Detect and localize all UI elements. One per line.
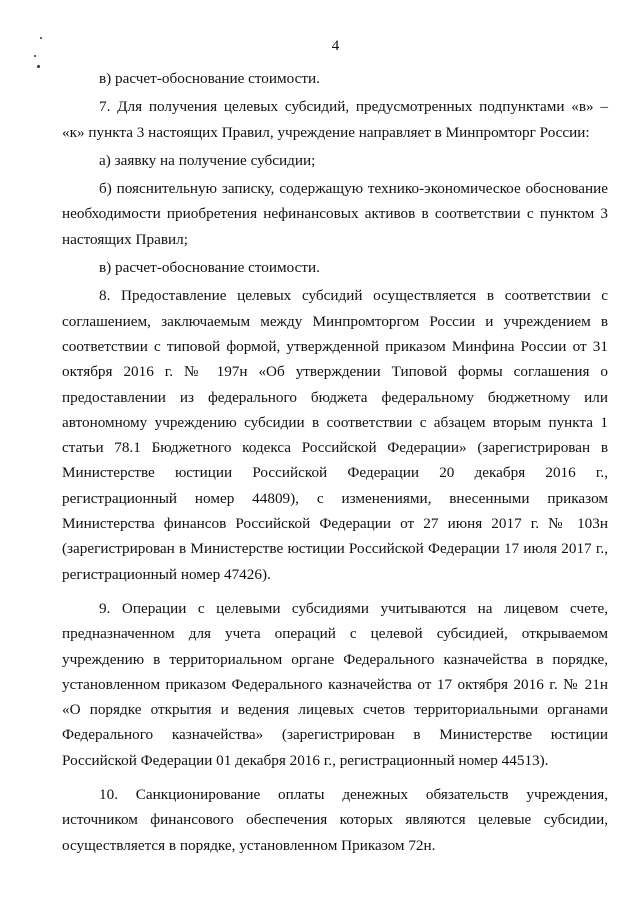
paragraph-subitem-v-2: в) расчет-обоснование стоимости.	[99, 259, 320, 277]
paragraph-7: 7. Для получения целевых субсидий, предусмотренных подпунктами «в» – «к» пункта 3 настоящих Правил, учреждение направляет в Минпромторг России:	[62, 98, 608, 141]
paragraph-subitem-a: а) заявку на получение субсидии;	[99, 151, 316, 169]
paragraph-9: 9. Операции с целевыми субсидиями учитываются на лицевом счете, предназначенном для учета операций с целевой субсидией, открываемом учреждению в территориальном органе Федерального казначейства в порядке, установленном приказом Федерального казначейства от 17 октября 2016 г. № 21н «О порядке открытия и ведения лицевых счетов территориальными органами Федерального казначейства» (зарегистрирован в Министерстве юстиции Российской Федерации 01 декабря 2016 г., регистрационный номер 44513).	[62, 599, 608, 769]
paragraph-subitem-v: в) расчет-обоснование стоимости.	[99, 70, 320, 87]
paragraph-8: 8. Предоставление целевых субсидий осуществляется в соответствии с соглашением, заключаемым между Минпромторгом России и учреждением в соответствии с типовой формой, утвержденной приказом Минфина России от 31 октября 2016 г. № 197н «Об утверждении Типовой формы соглашения о предоставлении из федерального бюджета федеральному бюджетному или автономному учреждению субсидии в соответствии с абзацем вторым пункта 1 статьи 78.1 Бюджетного кодекса Российской Федерации» (зарегистрирован в Министерстве юстиции Российской Федерации 20 декабря 2016 г., регистрационный номер 44809), с изменениями, внесенными приказом Министерства финансов Российской Федерации от 27 июня 2017 г. № 103н (зарегистрирован в Министерстве юстиции Российской Федерации 17 июля 2017 г., регистрационный номер 47426).	[62, 287, 608, 583]
scan-dot	[34, 55, 36, 57]
paragraph-subitem-b: б) пояснительную записку, содержащую технико-экономическое обоснование необходимости приобретения нефинансовых активов в соответствии с пунктом 3 настоящих Правил;	[62, 180, 608, 248]
page-number: 4	[331, 38, 340, 54]
paragraph-10: 10. Санкционирование оплаты денежных обязательств учреждения, источником финансового обеспечения которых являются целевые субсидии, осуществляется в порядке, установленном Приказом 72н.	[62, 786, 608, 854]
document-body	[62, 66, 608, 858]
scan-dot	[37, 65, 40, 68]
